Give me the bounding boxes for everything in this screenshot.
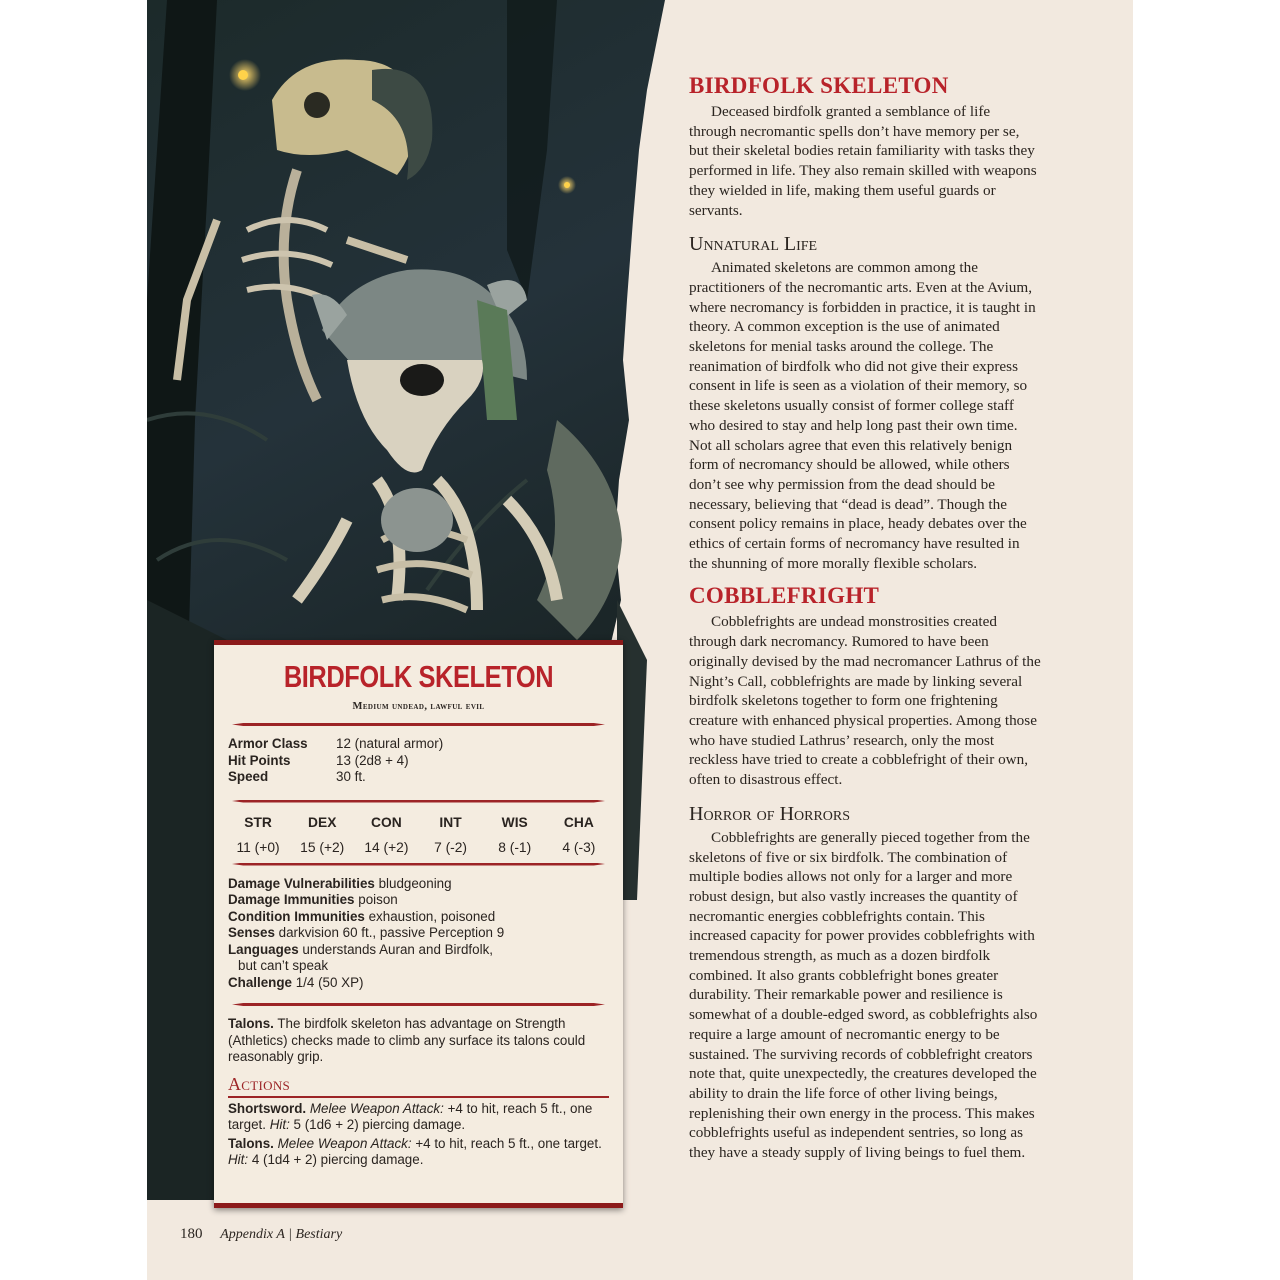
speed-value: 30 ft. [336,769,366,784]
languages-continued: but can’t speak [238,958,329,973]
stat-block [214,640,623,1208]
creature-type: Medium undead, lawful evil [352,701,485,712]
page-number: 180 [180,1226,203,1242]
divider [232,723,605,726]
horror-of-horrors-text: Cobblefrights are generally pieced together from the skeletons of five or six birdfolk. The combination of multiple bodies allows not only for a larger and more robust design, but also vastly increases the quantity of necromantic energies cobblefrights contain. This increased capacity for power provides cobblefrights with tremendous strength, as much as a dozen birdfolk combined. It also grants cobblefright bones greater durability. Their remarkable power and resilience is somewhat of a double-edged sword, as cobblefrights also require a large amount of necromantic energy to be sustained. The surviving records of cobblefright creators note that, quite unexpectedly, the creatures developed the ability to drain the life force of other living beings, replenishing their own energy in the process. This makes cobblefrights useful as independent sentries, so long as they have a steady supply of living beings to fuel them. [689,828,1038,1162]
stat-block-title: BIRDFOLK SKELETON [283,659,554,694]
action-shortsword: Shortsword. Melee Weapon Attack: +4 to hit, reach 5 ft., one target. Hit: 5 (1d6 + 2) piercing damage. [228,1100,593,1132]
ability-con: CON 14 (+2) [364,814,409,855]
birdfolk-description: Deceased birdfolk granted a semblance of life through necromantic spells don’t have memory per se, but their skeletal bodies retain familiarity with tasks they performed in life. They also remain skilled with weapons they wielded in life, making them useful guards or servants. [689,103,1037,219]
ability-scores [226,815,611,855]
divider [232,1003,605,1006]
armor-class-value: 12 (natural armor) [336,736,444,751]
languages-label: Languages [228,941,299,957]
armor-class-label: Armor Class [228,736,308,751]
ability-int: INT 7 (-2) [434,814,468,855]
cobblefright-text: Cobblefrights are undead monstrosities created through dark necromancy. Rumored to have been originally devised by the mad necromancer Lathrus of the Night’s Call, cobblefrights are made by linking several birdfolk skeletons together to form one frightening creature with enhanced physical properties. Among those who have studied Lathrus’ research, only the most reckless have tried to create a cobblefright of their own, often to disastrous effect. [689,613,1041,789]
heading-birdfolk-skeleton: BIRDFOLK SKELETON [689,73,949,98]
actions-divider [228,1096,609,1098]
section-name: Appendix A | Bestiary [220,1227,343,1242]
secondary-stats [228,876,609,992]
actions-heading: Actions [228,1073,291,1094]
divider [232,863,605,866]
damage-vulnerabilities-label: Damage Vulnerabilities [228,875,375,891]
challenge-label: Challenge [228,974,292,990]
damage-vulnerabilities-value: bludgeoning [378,875,452,891]
trait-talons: Talons. The birdfolk skeleton has advantage on Strength (Athletics) checks made to climb any surface its talons could reasonably grip. [228,1016,586,1064]
condition-immunities-label: Condition Immunities [228,908,365,924]
page-footer [180,1226,342,1243]
heading-cobblefright: COBBLEFRIGHT [689,583,880,609]
right-column [689,72,1041,1163]
core-stats [228,736,609,786]
condition-immunities-value: exhaustion, poisoned [368,908,496,924]
hit-points-label: Hit Points [228,752,291,768]
divider [232,800,605,803]
ability-wis: WIS 8 (-1) [498,814,532,855]
heading-horror-of-horrors: Horror of Horrors [689,802,851,825]
damage-immunities-value: poison [358,892,398,907]
senses-label: Senses [228,925,275,940]
heading-unnatural-life: Unnatural Life [689,233,818,256]
speed-label: Speed [228,769,269,784]
ability-dex: DEX 15 (+2) [300,814,345,855]
challenge-value: 1/4 (50 XP) [295,974,364,990]
book-page [147,0,1133,1280]
ability-cha: CHA 4 (-3) [562,814,596,855]
action-talons: Talons. Melee Weapon Attack: +4 to hit, reach 5 ft., one target. Hit: 4 (1d4 + 2) piercing damage. [228,1135,602,1167]
ability-str: STR 11 (+0) [236,814,280,855]
unnatural-life-text: Animated skeletons are common among the practitioners of the necromantic arts. Even at the Avium, where necromancy is forbidden in practice, it is taught in theory. A common exception is the use of animated skeletons for menial tasks around the college. The reanimation of birdfolk who did not give their express consent in life is seen as a violation of their memory, so these skeletons usually consist of former college staff who desired to stay and help long past their own time. Not all scholars agree that even this relatively benign form of necromancy should be allowed, while others don’t see why permission from the dead should be necessary, believing that “dead is dead”. Though the consent policy remains in place, heady debates over the ethics of certain forms of necromancy have resulted in the shunning of more morally flexible scholars. [689,259,1036,572]
languages-value: understands Auran and Birdfolk, [302,941,493,957]
damage-immunities-label: Damage Immunities [228,892,355,907]
hit-points-value: 13 (2d8 + 4) [336,752,409,768]
senses-value: darkvision 60 ft., passive Perception 9 [278,925,505,940]
